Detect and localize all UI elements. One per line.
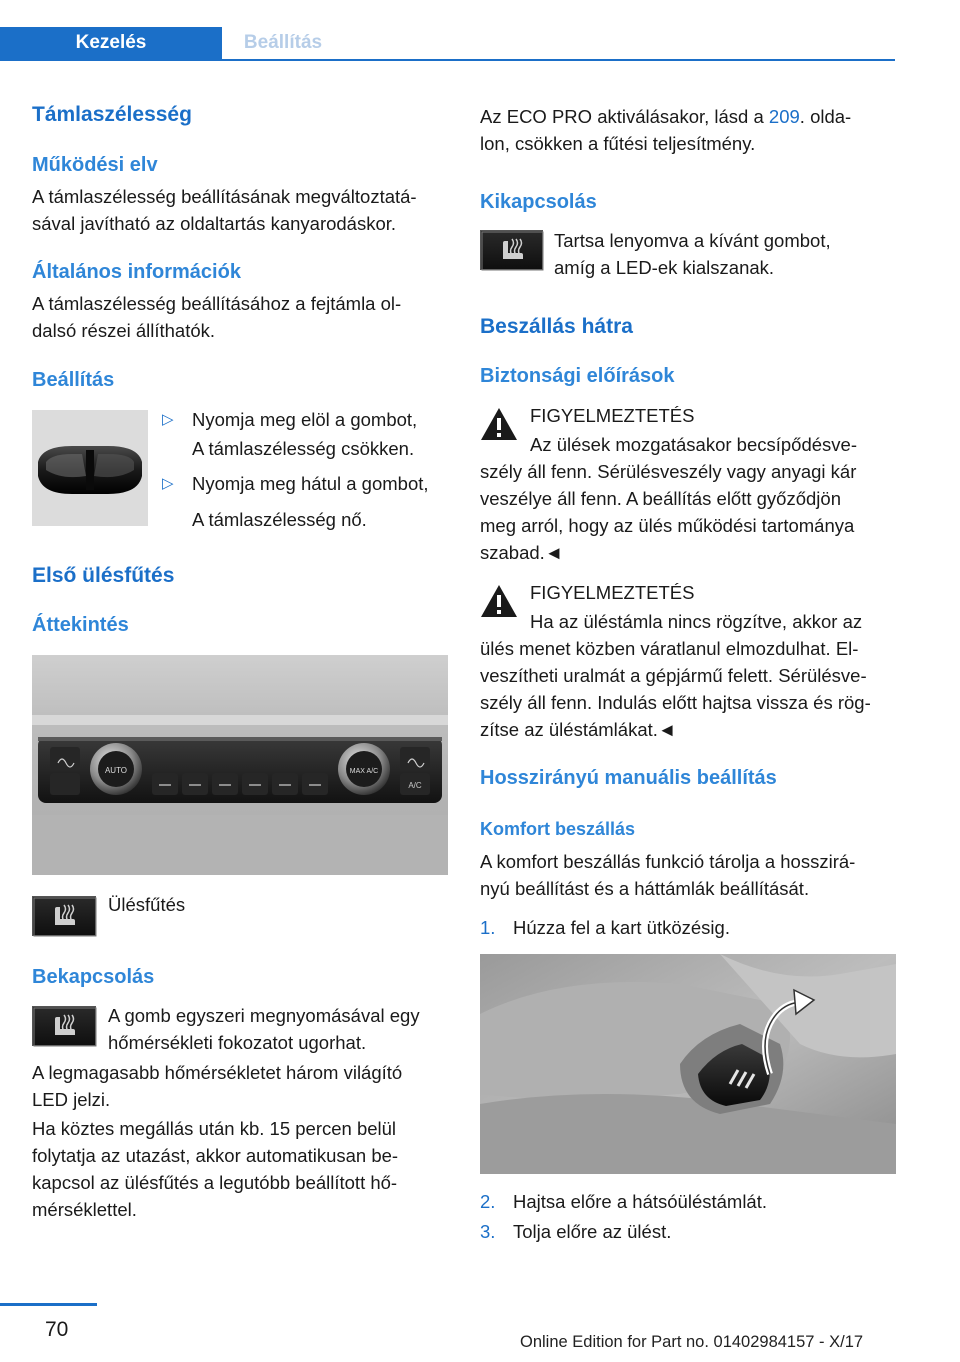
footer-edition: Online Edition for Part no. 01402984157 - X/17 xyxy=(520,1333,864,1351)
para-legmagasabb-2: LED jelzi. xyxy=(32,1089,111,1110)
heading-altalanos: Általános információk xyxy=(32,261,241,283)
step-item xyxy=(480,1188,896,1215)
heading-kikapcsolas: Kikapcsolás xyxy=(480,191,597,213)
para-koztes-4: mérséklettel. xyxy=(32,1199,137,1220)
step-number: 3. xyxy=(480,1221,496,1242)
bullet-line: Nyomja meg hátul a gombot, xyxy=(192,473,429,494)
warning-text: szabad.◄ xyxy=(480,542,564,563)
step-number: 1. xyxy=(480,917,496,938)
para-bekap-1: A gomb egyszeri megnyomásával egy xyxy=(108,1005,420,1026)
bullet-line: A támlaszélesség csökken. xyxy=(192,438,415,459)
warning-text: Ha az üléstámla nincs rögzítve, akkor az xyxy=(530,611,863,632)
step-text: Hajtsa előre a hátsóüléstámlát. xyxy=(513,1191,767,1212)
warning-triangle-icon xyxy=(480,406,518,442)
heading-beszallas-hatra: Beszállás hátra xyxy=(480,315,633,338)
para-legmagasabb-1: A legmagasabb hőmérsékletet három világító xyxy=(32,1062,403,1083)
warning-text: ülés menet közben váratlanul elmozdulhat. El- xyxy=(480,638,859,659)
caption-ulesfutes: Ülésfűtés xyxy=(108,894,186,915)
para-eco-text: . olda- xyxy=(799,106,852,127)
para-eco-text: Az ECO PRO aktiválásakor, lásd a xyxy=(480,106,769,127)
para-koztes-2: folytatja az utazást, akkor automatikusan be- xyxy=(32,1145,399,1166)
para-eco-2: lon, csökken a fűtési teljesítmény. xyxy=(480,133,756,154)
step-item xyxy=(480,914,896,941)
heading-hosszirany: Hosszirányú manuális beállítás xyxy=(480,767,777,789)
panel-label-max-ac: MAX A/C xyxy=(349,768,379,775)
para-kikap-2: amíg a LED-ek kialszanak. xyxy=(554,257,775,278)
heading-mukodesi-elv: Működési elv xyxy=(32,154,158,176)
seat-heating-button-icon xyxy=(32,1006,96,1046)
heading-attekintes: Áttekintés xyxy=(32,614,129,636)
warning-text: szély áll fenn. Indulás előtt hajtsa vissza és rög- xyxy=(480,692,871,713)
step-text: Húzza fel a kart ütközésig. xyxy=(513,917,730,938)
warning-text: zítse az üléstámlákat.◄ xyxy=(480,719,677,740)
step-number: 2. xyxy=(480,1191,496,1212)
para-altalanos-1: A támlaszélesség beállításához a fejtámla ol- xyxy=(32,293,402,314)
header-tabs xyxy=(0,27,895,61)
warning-text: veszítheti uralmát a gépjármű felett. Sérülésve- xyxy=(480,665,867,686)
heading-bekapcsolas: Bekapcsolás xyxy=(32,966,155,988)
warning-text: meg arról, hogy az ülés működési tartománya xyxy=(480,515,855,536)
seat-heating-button-icon xyxy=(32,896,96,936)
seat-heating-button-icon xyxy=(480,230,543,270)
para-mukodesi-1: A támlaszélesség beállításának megváltoztatá- xyxy=(32,186,417,207)
seat-lever-image xyxy=(480,954,896,1174)
para-eco-1 xyxy=(480,103,851,130)
para-komfort-1: A komfort beszállás funkció tárolja a hosszirá- xyxy=(480,851,856,872)
para-kikap-1: Tartsa lenyomva a kívánt gombot, xyxy=(554,230,831,251)
para-komfort-2: nyú beállítást és a háttámlák beállítását. xyxy=(480,878,810,899)
headrest-button-image xyxy=(32,410,148,526)
bullet-marker: ▷ xyxy=(162,475,174,492)
tab-kezeles[interactable]: Kezelés xyxy=(0,27,222,61)
warning-text: Az ülések mozgatásakor becsípődésve- xyxy=(530,434,858,455)
heading-biztonsagi: Biztonsági előírások xyxy=(480,365,675,387)
para-altalanos-2: dalsó részei állíthatók. xyxy=(32,320,216,341)
warning-triangle-icon xyxy=(480,583,518,619)
warning-title: FIGYELMEZTETÉS xyxy=(530,582,695,603)
para-koztes-1: Ha köztes megállás után kb. 15 percen belül xyxy=(32,1118,397,1139)
heading-komfort-beszallas: Komfort beszállás xyxy=(480,819,636,839)
para-bekap-2: hőmérsékleti fokozatot ugorhat. xyxy=(108,1032,367,1053)
step-item xyxy=(480,1218,896,1245)
panel-label-ac: A/C xyxy=(408,781,422,790)
step-text: Tolja előre az ülést. xyxy=(513,1221,672,1242)
bullet-line: Nyomja meg elöl a gombot, xyxy=(192,409,418,430)
page-link-209[interactable]: 209 xyxy=(768,106,800,127)
warning-text: szély áll fenn. Sérülésveszély vagy anyagi kár xyxy=(480,461,857,482)
para-mukodesi-2: sával javítható az oldaltartás kanyarodáskor. xyxy=(32,213,397,234)
page-number: 70 xyxy=(45,1318,69,1341)
panel-label-auto: AUTO xyxy=(104,766,128,775)
bullet-item-hatul xyxy=(162,470,452,530)
bullet-line: A támlaszélesség nő. xyxy=(192,509,367,530)
heading-beallitas: Beállítás xyxy=(32,369,115,391)
warning-title: FIGYELMEZTETÉS xyxy=(530,405,695,426)
tab-beallitas[interactable]: Beállítás xyxy=(243,32,323,53)
climate-panel-image xyxy=(32,655,448,875)
bullet-item-elol xyxy=(162,406,452,462)
bullet-marker: ▷ xyxy=(162,411,174,428)
para-koztes-3: kapcsol az ülésfűtés a legutóbb beállított hő- xyxy=(32,1172,398,1193)
header-underline xyxy=(0,59,895,61)
footer-rule xyxy=(0,1303,97,1306)
warning-text: veszélye áll fenn. A beállítás előtt győződjön xyxy=(480,488,841,509)
heading-tamlaszelesseg: Támlaszélesség xyxy=(32,103,192,126)
heading-elso-ulesfutes: Első ülésfűtés xyxy=(32,564,175,587)
